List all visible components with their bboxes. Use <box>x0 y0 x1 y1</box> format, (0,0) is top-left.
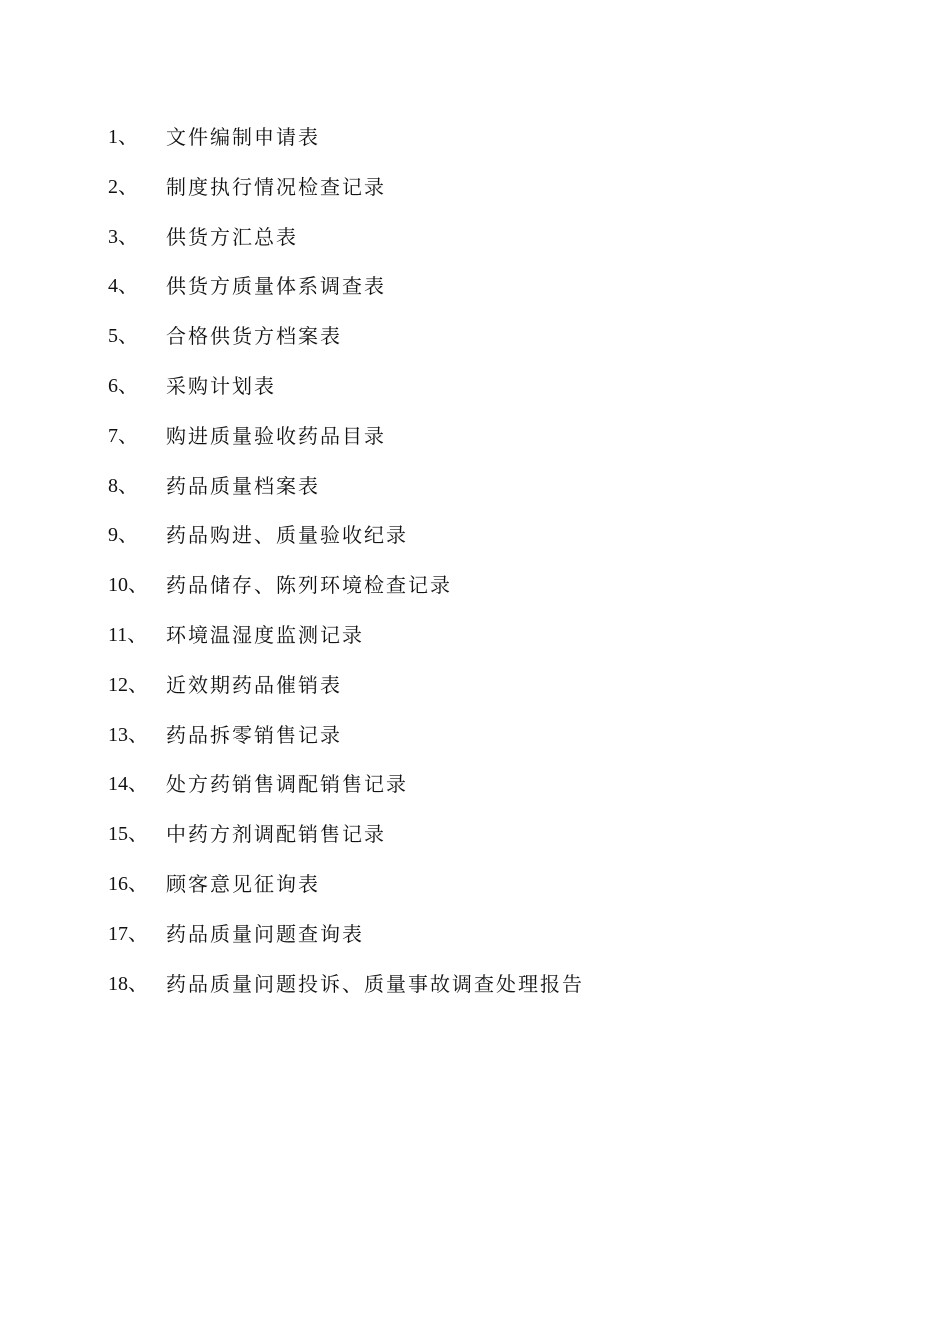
item-number: 14、 <box>108 773 148 796</box>
form-list <box>108 121 584 1017</box>
item-number: 16、 <box>108 872 148 895</box>
list-item <box>108 221 584 271</box>
item-label: 药品质量问题投诉、质量事故调查处理报告 <box>166 971 584 996</box>
item-number: 1、 <box>108 126 138 148</box>
item-label: 药品质量档案表 <box>166 473 320 498</box>
item-label: 采购计划表 <box>166 373 276 398</box>
item-number: 11、 <box>108 623 148 646</box>
list-item <box>108 569 584 619</box>
list-item <box>108 818 584 868</box>
list-item <box>108 370 584 420</box>
item-number: 13、 <box>108 723 148 746</box>
list-item <box>108 470 584 520</box>
item-label: 处方药销售调配销售记录 <box>166 772 408 797</box>
list-item <box>108 719 584 769</box>
item-label: 药品质量问题查询表 <box>166 921 364 946</box>
item-number: 9、 <box>108 524 138 547</box>
item-number: 5、 <box>108 325 138 348</box>
list-item <box>108 519 584 569</box>
item-number: 18、 <box>108 972 148 995</box>
item-number: 2、 <box>108 175 138 198</box>
list-item <box>108 868 584 918</box>
item-number: 6、 <box>108 374 138 397</box>
list-item <box>108 420 584 470</box>
item-number: 4、 <box>108 275 138 298</box>
item-label: 文件编制申请表 <box>166 125 320 149</box>
item-label: 制度执行情况检查记录 <box>166 174 386 199</box>
item-label: 环境温湿度监测记录 <box>166 622 364 647</box>
item-label: 中药方剂调配销售记录 <box>166 822 386 847</box>
list-item <box>108 270 584 320</box>
item-number: 7、 <box>108 424 138 447</box>
item-number: 17、 <box>108 922 148 945</box>
list-item <box>108 320 584 370</box>
list-item <box>108 171 584 221</box>
list-item <box>108 968 584 1018</box>
item-label: 供货方质量体系调查表 <box>166 274 386 299</box>
item-label: 药品储存、陈列环境检查记录 <box>166 573 452 598</box>
item-label: 供货方汇总表 <box>166 224 298 249</box>
item-label: 药品拆零销售记录 <box>166 722 342 747</box>
item-number: 12、 <box>108 673 148 696</box>
list-item <box>108 768 584 818</box>
item-label: 顾客意见征询表 <box>166 871 320 896</box>
item-number: 3、 <box>108 225 138 248</box>
list-item <box>108 619 584 669</box>
item-label: 合格供货方档案表 <box>166 324 342 349</box>
list-item <box>108 121 584 171</box>
list-item <box>108 669 584 719</box>
item-label: 近效期药品催销表 <box>166 672 342 697</box>
item-label: 购进质量验收药品目录 <box>166 423 386 448</box>
item-number: 10、 <box>108 574 148 597</box>
item-number: 8、 <box>108 474 138 497</box>
item-label: 药品购进、质量验收纪录 <box>166 523 408 548</box>
list-item <box>108 918 584 968</box>
item-number: 15、 <box>108 823 148 846</box>
